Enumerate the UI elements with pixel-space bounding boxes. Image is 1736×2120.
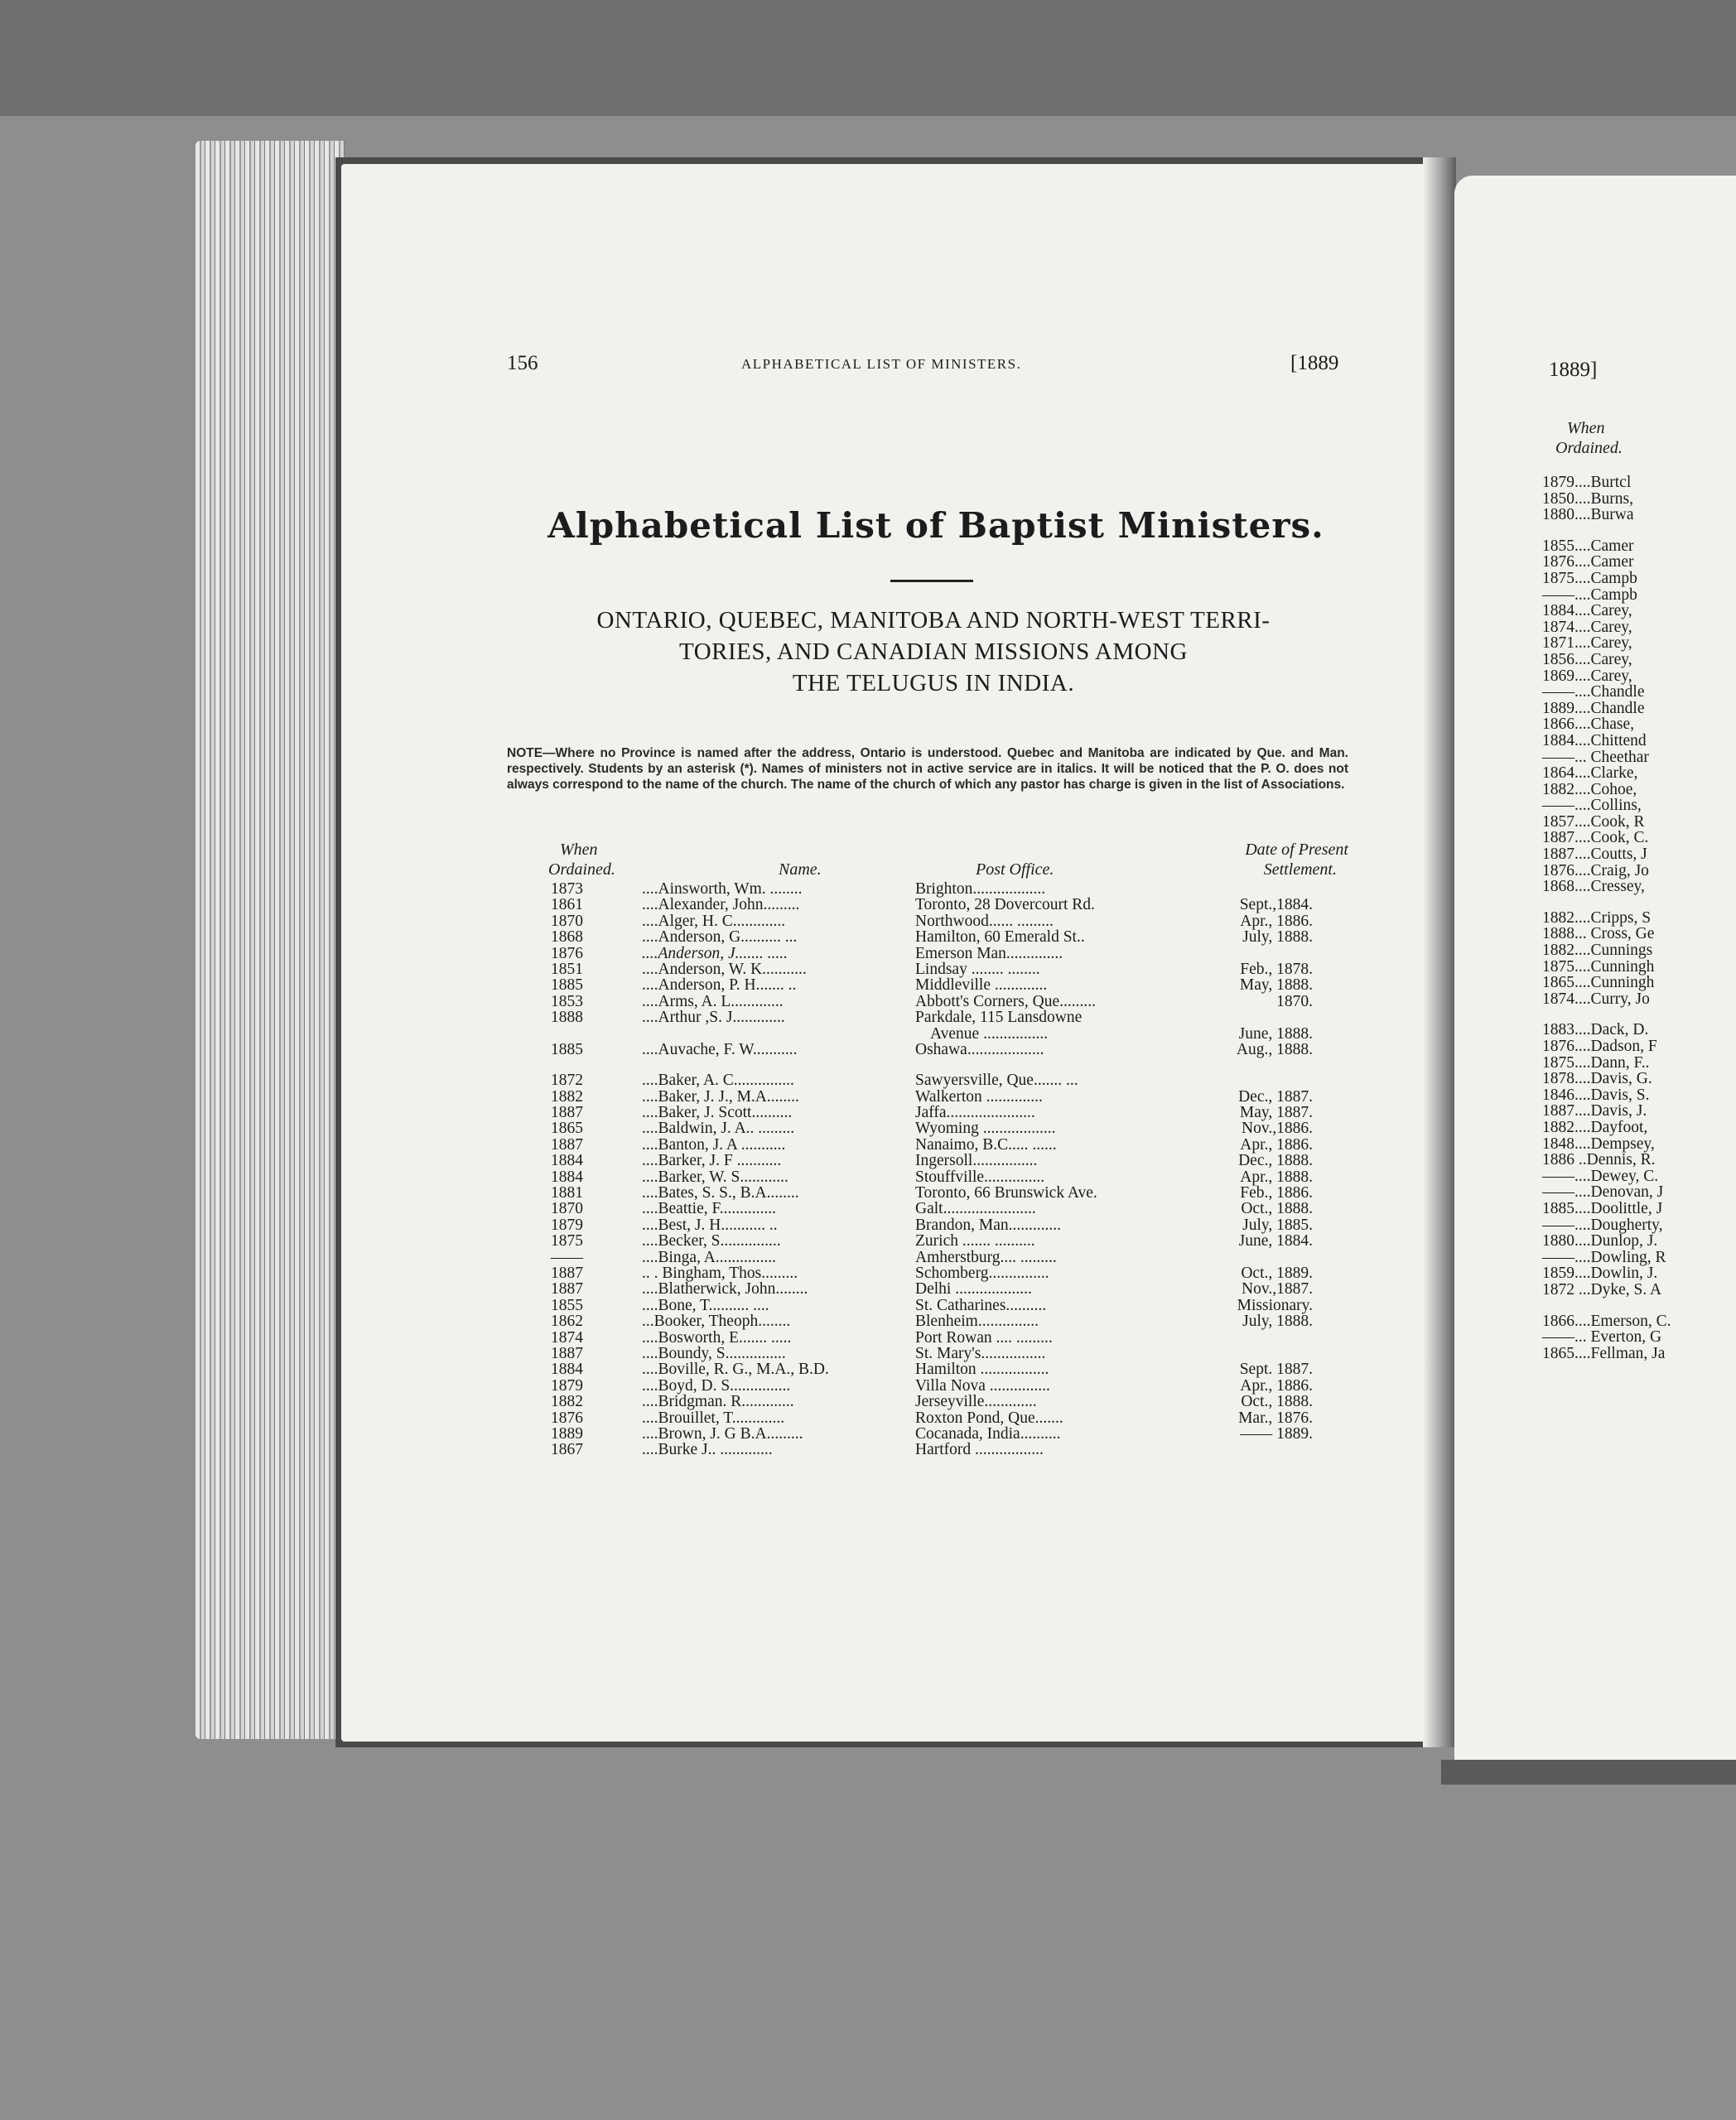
right-col-when <box>1555 418 1623 458</box>
entry-name: ....Anderson, P. H....... .. <box>642 976 797 995</box>
entry-post-office: Cocanada, India.......... <box>915 1424 1061 1443</box>
table-row <box>551 1137 1313 1153</box>
entry-name: ....Brouillet, T............. <box>642 1409 785 1427</box>
table-row <box>551 881 1313 897</box>
entry-date: 1870. <box>1276 992 1313 1010</box>
entry-year: 1879 <box>551 1216 583 1234</box>
right-list-item: 1872 ...Dyke, S. A <box>1542 1280 1662 1298</box>
entry-post-office: St. Catharines.......... <box>915 1296 1047 1314</box>
right-list-item: ——....Denovan, J <box>1542 1183 1664 1202</box>
table-row <box>551 1153 1313 1168</box>
table-row <box>551 994 1313 1009</box>
col-date-line2: Settlement. <box>1263 860 1337 879</box>
entry-post-office: Nanaimo, B.C..... ...... <box>915 1135 1057 1154</box>
ministers-list <box>551 881 1313 1458</box>
table-row <box>551 1330 1313 1346</box>
entry-post-office: Oshawa................... <box>915 1040 1044 1058</box>
table-row <box>551 1217 1313 1233</box>
subtitle-line: ONTARIO, QUEBEC, MANITOBA AND NORTH-WEST TERRI- <box>596 607 1271 634</box>
table-row <box>551 1105 1313 1120</box>
col-date-line1: Date of Present <box>1245 841 1348 859</box>
entry-year: 1888 <box>551 1009 583 1027</box>
entry-name: ....Barker, W. S............ <box>642 1168 788 1186</box>
entry-name: ....Anderson, J....... ..... <box>642 944 788 962</box>
entry-post-office: Brandon, Man............. <box>915 1216 1062 1234</box>
explanatory-note: NOTE—Where no Province is named after the address, Ontario is understood. Quebec and Manitoba are indicated by Que. and Man. respectively. Students by an asterisk (*). Names of ministers not in active service are in italics. It will be noticed that the P. O. does not always correspond to the name of the church. The name of the church of which any pastor has charge is given in the list of Associations. <box>507 746 1348 792</box>
entry-year: 1887 <box>551 1280 583 1298</box>
document-title: Alphabetical List of Baptist Ministers. <box>547 505 1324 546</box>
section-spacer <box>1542 1298 1736 1313</box>
right-list-item: ——....Dewey, C. <box>1542 1167 1659 1185</box>
entry-post-office: Delhi ................... <box>915 1280 1032 1298</box>
entry-year: 1873 <box>551 880 583 898</box>
right-list-item: 1886 ..Dennis, R. <box>1542 1151 1656 1169</box>
entry-name: ....Banton, J. A ........... <box>642 1135 786 1154</box>
entry-year: 1881 <box>551 1184 583 1202</box>
right-list-item: 1866....Chase, <box>1542 716 1635 734</box>
table-row <box>551 977 1313 993</box>
right-list-item: 1876....Craig, Jo <box>1542 861 1649 879</box>
entry-post-office: Toronto, 28 Dovercourt Rd. <box>915 896 1095 914</box>
entry-name: ....Anderson, G.......... ... <box>642 928 798 947</box>
entry-post-office: Hartford ................. <box>915 1441 1044 1459</box>
entry-date: July, 1888. <box>1242 1313 1313 1331</box>
right-list-item: 1888... Cross, Ge <box>1542 925 1655 943</box>
entry-post-office: Sawyersville, Que....... ... <box>915 1072 1078 1090</box>
col-post-office: Post Office. <box>976 860 1054 879</box>
entry-date: Oct., 1888. <box>1241 1200 1313 1218</box>
entry-post-office: Jaffa...................... <box>915 1104 1035 1122</box>
entry-name: ....Bosworth, E....... ..... <box>642 1328 792 1347</box>
col-date <box>1160 840 1348 879</box>
right-col-when-line2: Ordained. <box>1555 439 1623 457</box>
right-list-item: 1869....Carey, <box>1542 667 1632 685</box>
entry-name: ....Binga, A............... <box>642 1248 776 1266</box>
right-list-item: 1866....Emerson, C. <box>1542 1312 1671 1330</box>
table-row <box>551 1265 1313 1281</box>
entry-name: ....Barker, J. F ........... <box>642 1152 782 1170</box>
right-list-item: 1865....Cunningh <box>1542 974 1655 992</box>
entry-post-office: Villa Nova ............... <box>915 1376 1050 1395</box>
entry-name: ....Boville, R. G., M.A., B.D. <box>642 1361 829 1379</box>
entry-year: 1865 <box>551 1120 583 1138</box>
entry-post-office: Brighton.................. <box>915 880 1046 898</box>
right-list-item: ——....Chandle <box>1542 683 1645 701</box>
entry-name: ....Ainsworth, Wm. ........ <box>642 880 803 898</box>
entry-post-office: Lindsay ........ ........ <box>915 960 1040 978</box>
entry-name: ....Boyd, D. S............... <box>642 1376 791 1395</box>
entry-date: Apr., 1886. <box>1240 912 1313 930</box>
entry-post-office: Avenue ................ <box>930 1024 1049 1043</box>
entry-post-office: Walkerton .............. <box>915 1087 1043 1106</box>
entry-post-office: Hamilton, 60 Emerald St.. <box>915 928 1085 947</box>
section-spacer <box>551 1058 1313 1072</box>
entry-post-office: Abbott's Corners, Que......... <box>915 992 1096 1010</box>
table-row <box>551 1313 1313 1329</box>
running-title: ALPHABETICAL LIST OF MINISTERS. <box>741 356 1022 372</box>
table-row <box>551 1089 1313 1105</box>
right-list-item: ——....Collins, <box>1542 797 1642 815</box>
entry-date: Feb., 1878. <box>1240 960 1313 978</box>
table-row <box>551 1072 1313 1088</box>
table-row <box>551 1026 1313 1042</box>
entry-date: Mar., 1876. <box>1238 1409 1313 1427</box>
table-row <box>551 961 1313 977</box>
subtitle-line: TORIES, AND CANADIAN MISSIONS AMONG <box>679 638 1188 665</box>
entry-year: 1862 <box>551 1313 583 1331</box>
entry-post-office: Hamilton ................. <box>915 1361 1049 1379</box>
entry-year: 1875 <box>551 1232 583 1250</box>
entry-year: 1884 <box>551 1168 583 1186</box>
entry-year: 1887 <box>551 1264 583 1282</box>
right-list-item: 1880....Dunlop, J. <box>1542 1232 1658 1250</box>
col-when <box>548 840 615 879</box>
book-page-edges <box>195 141 345 1739</box>
right-list-item: 1865....Fellman, Ja <box>1542 1344 1666 1362</box>
entry-name: ....Beattie, F.............. <box>642 1200 777 1218</box>
entry-date: May, 1888. <box>1239 976 1313 995</box>
right-list-item: 1882....Cunnings <box>1542 942 1653 960</box>
entry-post-office: Stouffville............... <box>915 1168 1045 1186</box>
right-list-item: 1878....Davis, G. <box>1542 1070 1652 1088</box>
entry-year: 1887 <box>551 1104 583 1122</box>
table-row <box>551 1042 1313 1058</box>
entry-post-office: Toronto, 66 Brunswick Ave. <box>915 1184 1097 1202</box>
entry-year: 1887 <box>551 1344 583 1362</box>
entry-post-office: Jerseyville............. <box>915 1393 1037 1411</box>
right-list-item: 1855....Camer <box>1542 537 1634 555</box>
entry-date: July, 1885. <box>1242 1216 1313 1234</box>
entry-date: —— 1889. <box>1240 1424 1313 1443</box>
entry-year: 1851 <box>551 960 583 978</box>
entry-date: Sept. 1887. <box>1239 1361 1313 1379</box>
table-row <box>551 1009 1313 1025</box>
table-row <box>551 1298 1313 1313</box>
table-row <box>551 1250 1313 1265</box>
entry-date: Dec., 1888. <box>1238 1152 1313 1170</box>
entry-date: July, 1888. <box>1242 928 1313 947</box>
entry-name: ....Baker, J. J., M.A........ <box>642 1087 799 1106</box>
table-row <box>551 929 1313 945</box>
right-ministers-list <box>1542 475 1736 1361</box>
table-row <box>551 1169 1313 1185</box>
entry-name: ....Alexander, John......... <box>642 896 800 914</box>
entry-year: 1872 <box>551 1072 583 1090</box>
right-list-item: 1882....Dayfoot, <box>1542 1118 1648 1136</box>
entry-year: 1876 <box>551 1409 583 1427</box>
entry-year: 1882 <box>551 1393 583 1411</box>
right-list-item: 1884....Chittend <box>1542 731 1647 749</box>
entry-year: 1870 <box>551 1200 583 1218</box>
entry-date: Feb., 1886. <box>1240 1184 1313 1202</box>
table-row <box>551 913 1313 929</box>
entry-date: Sept.,1884. <box>1239 896 1313 914</box>
entry-date: Oct., 1889. <box>1241 1264 1313 1282</box>
title-rule <box>890 580 973 582</box>
entry-name: ....Brown, J. G B.A......... <box>642 1424 803 1443</box>
right-list-item: 1856....Carey, <box>1542 650 1632 668</box>
right-list-item: 1875....Cunningh <box>1542 957 1655 976</box>
entry-name: .. . Bingham, Thos......... <box>642 1264 798 1282</box>
right-list-item: 1887....Davis, J. <box>1542 1102 1647 1120</box>
right-page-shadow <box>1441 1760 1736 1785</box>
entry-name: ....Arms, A. L............. <box>642 992 784 1010</box>
entry-year: 1885 <box>551 1040 583 1058</box>
table-row <box>551 897 1313 913</box>
entry-post-office: Zurich ....... .......... <box>915 1232 1035 1250</box>
entry-date: Oct., 1888. <box>1241 1393 1313 1411</box>
entry-year: 1867 <box>551 1441 583 1459</box>
table-row <box>551 1394 1313 1409</box>
section-spacer <box>1542 1007 1736 1022</box>
table-row <box>551 1378 1313 1394</box>
right-col-when-line1: When <box>1567 419 1605 437</box>
entry-year: 1882 <box>551 1087 583 1106</box>
entry-year: 1889 <box>551 1424 583 1443</box>
entry-year: 1870 <box>551 912 583 930</box>
entry-year: 1874 <box>551 1328 583 1347</box>
entry-post-office: Amherstburg.... ......... <box>915 1248 1057 1266</box>
book-gutter <box>1423 157 1456 1747</box>
entry-post-office: Galt....................... <box>915 1200 1036 1218</box>
table-row <box>551 1281 1313 1297</box>
entry-name: ....Bone, T.......... .... <box>642 1296 769 1314</box>
entry-year: 1885 <box>551 976 583 995</box>
right-list-item: ——... Everton, G <box>1542 1328 1662 1347</box>
entry-post-office: Parkdale, 115 Lansdowne <box>915 1009 1083 1027</box>
right-list-item: ——... Cheethar <box>1542 748 1649 766</box>
right-list-item: 1880....Burwa <box>1542 506 1634 524</box>
right-list-item: ——....Dowling, R <box>1542 1248 1666 1266</box>
entry-date: Nov.,1886. <box>1242 1120 1313 1138</box>
entry-name: ....Bridgman. R............. <box>642 1393 794 1411</box>
document-subtitle <box>507 605 1360 699</box>
entry-year: 1868 <box>551 928 583 947</box>
entry-year: 1879 <box>551 1376 583 1395</box>
entry-year: 1887 <box>551 1135 583 1154</box>
right-list-item: 1874....Curry, Jo <box>1542 990 1650 1008</box>
table-row <box>551 1442 1313 1458</box>
table-row <box>551 1426 1313 1442</box>
right-list-item: 1882....Cripps, S <box>1542 908 1652 927</box>
entry-year: 1876 <box>551 944 583 962</box>
entry-post-office: Northwood...... ......... <box>915 912 1054 930</box>
entry-name: ....Arthur ,S. J............. <box>642 1009 785 1027</box>
entry-name: ....Best, J. H........... .. <box>642 1216 778 1234</box>
right-list-item: 1848....Dempsey, <box>1542 1135 1655 1153</box>
right-list-item: 1850....Burns, <box>1542 489 1633 508</box>
right-running-year: 1889] <box>1549 359 1598 381</box>
entry-post-office: Ingersoll................ <box>915 1152 1038 1170</box>
entry-date: June, 1888. <box>1238 1024 1313 1043</box>
entry-name: ....Blatherwick, John........ <box>642 1280 808 1298</box>
entry-post-office: Roxton Pond, Que....... <box>915 1409 1063 1427</box>
entry-post-office: Emerson Man.............. <box>915 944 1063 962</box>
entry-year: 1853 <box>551 992 583 1010</box>
entry-post-office: Blenheim............... <box>915 1313 1039 1331</box>
subtitle-line: THE TELUGUS IN INDIA. <box>792 670 1075 696</box>
entry-year: 1861 <box>551 896 583 914</box>
entry-post-office: Wyoming .................. <box>915 1120 1056 1138</box>
table-row <box>551 1201 1313 1217</box>
right-list-item: 1889....Chandle <box>1542 699 1645 717</box>
scanner-background <box>0 0 1736 116</box>
table-row <box>551 1346 1313 1361</box>
right-list-item: 1864....Clarke, <box>1542 764 1638 783</box>
col-when-line2: Ordained. <box>548 860 615 879</box>
section-spacer <box>1542 523 1736 538</box>
table-row <box>551 1361 1313 1377</box>
right-list-item: 1874....Carey, <box>1542 618 1632 636</box>
section-spacer <box>1542 895 1736 910</box>
right-list-item: 1882....Cohoe, <box>1542 780 1637 798</box>
entry-name: ....Anderson, W. K........... <box>642 960 807 978</box>
right-list-item: 1875....Dann, F.. <box>1542 1053 1650 1072</box>
entry-post-office: Port Rowan .... ......... <box>915 1328 1053 1347</box>
entry-date: Dec., 1887. <box>1238 1087 1313 1106</box>
entry-post-office: Schomberg............... <box>915 1264 1049 1282</box>
table-row <box>551 1410 1313 1426</box>
table-row <box>551 1120 1313 1136</box>
right-list-item: 1887....Cook, C. <box>1542 829 1649 847</box>
right-list-item: 1857....Cook, R <box>1542 812 1645 831</box>
entry-date: Nov.,1887. <box>1242 1280 1313 1298</box>
entry-year: —— <box>551 1248 583 1266</box>
entry-date: Apr., 1886. <box>1240 1376 1313 1395</box>
entry-name: ....Baker, J. Scott.......... <box>642 1104 793 1122</box>
entry-name: ....Auvache, F. W........... <box>642 1040 798 1058</box>
entry-name: ....Boundy, S............... <box>642 1344 786 1362</box>
right-list-item: ——....Campb <box>1542 585 1637 604</box>
entry-name: ....Alger, H. C............. <box>642 912 786 930</box>
right-list-item: 1846....Davis, S. <box>1542 1086 1650 1104</box>
entry-name: ....Burke J.. ............. <box>642 1441 773 1459</box>
right-list-item: 1884....Carey, <box>1542 602 1632 620</box>
entry-year: 1884 <box>551 1361 583 1379</box>
entry-date: June, 1884. <box>1238 1232 1313 1250</box>
entry-date: Aug., 1888. <box>1236 1040 1313 1058</box>
entry-date: Missionary. <box>1237 1296 1313 1314</box>
entry-name: ....Bates, S. S., B.A........ <box>642 1184 799 1202</box>
entry-name: ....Baldwin, J. A.. ......... <box>642 1120 795 1138</box>
running-year: [1889 <box>1290 352 1339 374</box>
right-list-item: 1876....Camer <box>1542 553 1634 571</box>
right-list-item: 1887....Coutts, J <box>1542 846 1647 864</box>
right-list-item: 1875....Campb <box>1542 569 1637 587</box>
entry-name: ....Baker, A. C............... <box>642 1072 794 1090</box>
right-list-item: 1871....Carey, <box>1542 634 1632 653</box>
entry-name: ....Becker, S............... <box>642 1232 781 1250</box>
right-list-item: ——....Dougherty, <box>1542 1216 1663 1234</box>
entry-year: 1855 <box>551 1296 583 1314</box>
entry-year: 1884 <box>551 1152 583 1170</box>
right-list-item: 1885....Doolittle, J <box>1542 1199 1663 1217</box>
table-row <box>551 1233 1313 1249</box>
table-row <box>551 1185 1313 1201</box>
entry-date: Apr., 1886. <box>1240 1135 1313 1154</box>
entry-date: May, 1887. <box>1239 1104 1313 1122</box>
entry-name: ...Booker, Theoph........ <box>642 1313 791 1331</box>
entry-date: Apr., 1888. <box>1240 1168 1313 1186</box>
right-list-item: 1859....Dowlin, J. <box>1542 1265 1658 1283</box>
right-list-item: 1868....Cressey, <box>1542 878 1645 896</box>
entry-post-office: St. Mary's................ <box>915 1344 1046 1362</box>
page-number: 156 <box>507 352 538 374</box>
right-list-item: 1876....Dadson, F <box>1542 1038 1657 1055</box>
right-list-item: 1883....Dack, D. <box>1542 1021 1649 1039</box>
right-list-item: 1879....Burtcl <box>1542 474 1632 491</box>
table-row <box>551 946 1313 961</box>
col-name: Name. <box>779 860 822 879</box>
entry-post-office: Middleville ............. <box>915 976 1048 995</box>
col-when-line1: When <box>560 841 598 859</box>
